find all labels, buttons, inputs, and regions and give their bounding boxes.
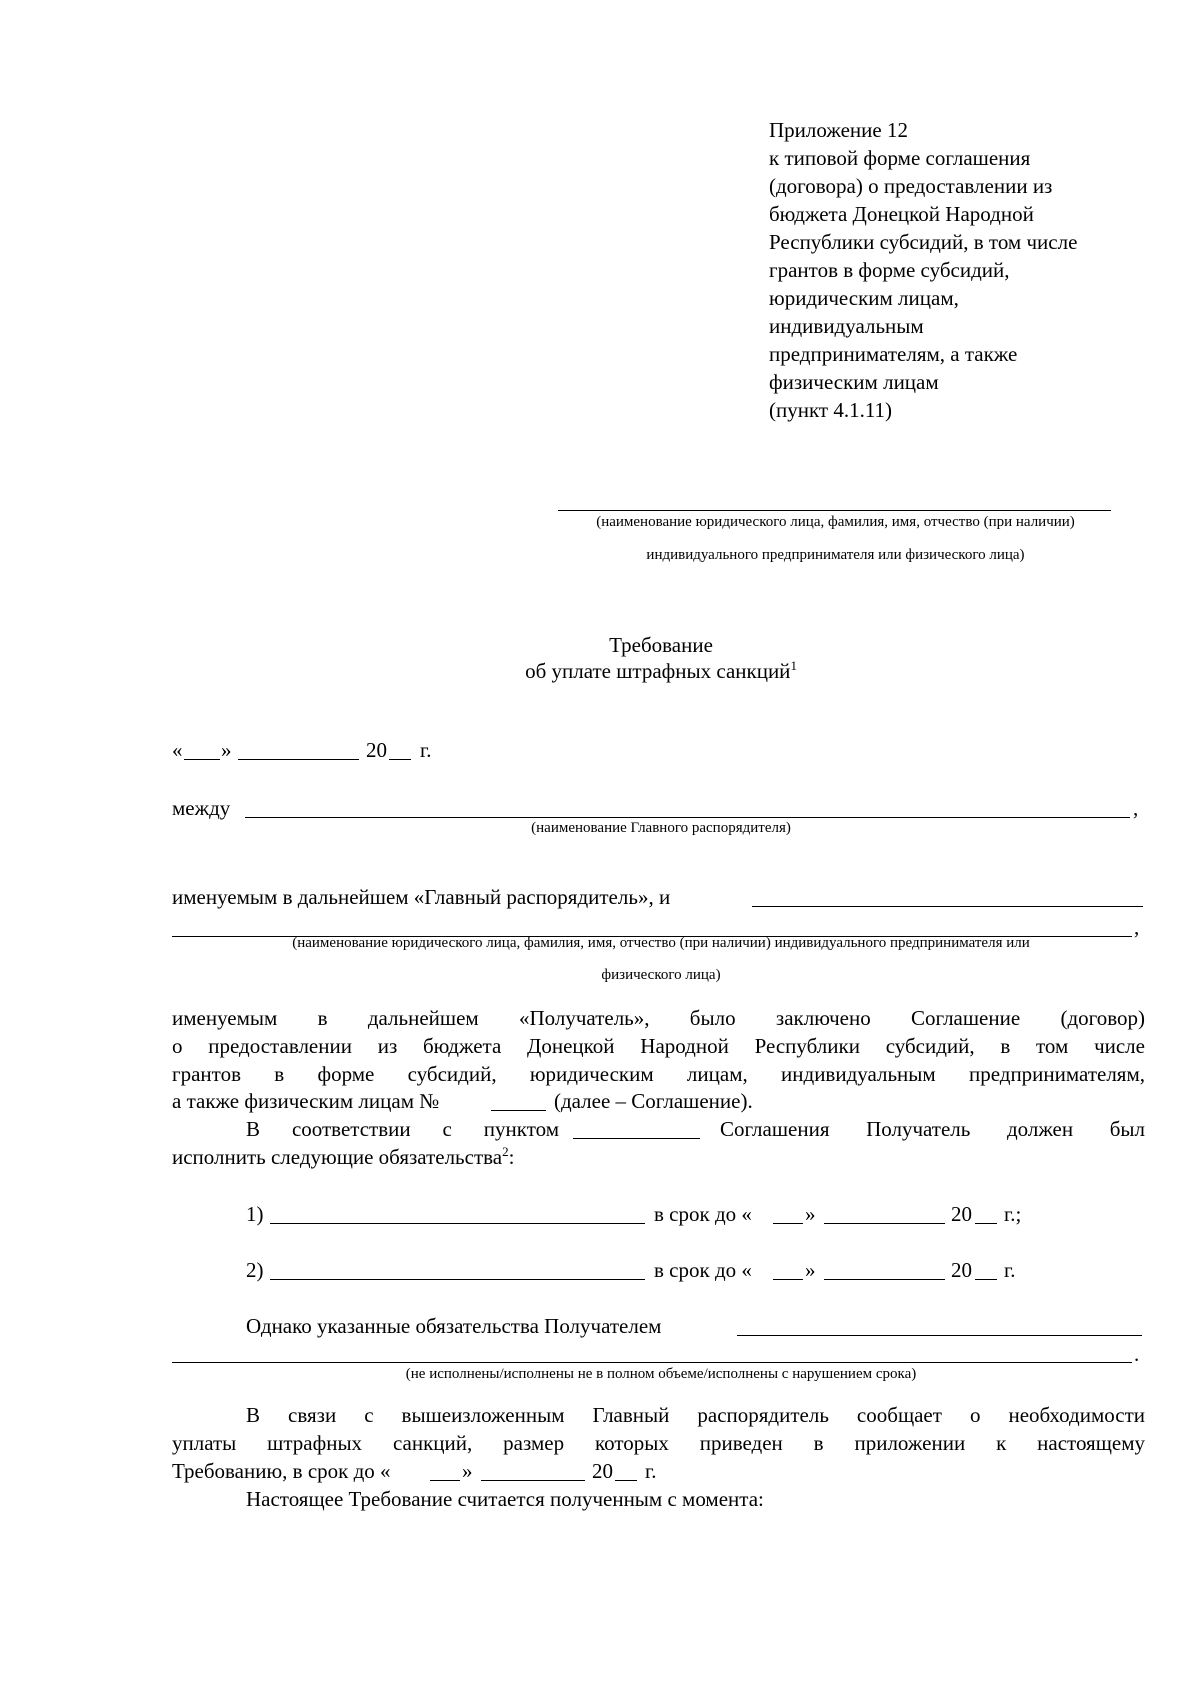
obligation-number: 2) <box>246 1258 264 1282</box>
obligation-year-prefix: 20 <box>951 1258 972 1282</box>
status-field-continued[interactable] <box>172 1362 1132 1363</box>
between-comma: , <box>1133 796 1139 820</box>
obligation-close-quote: » <box>805 1258 816 1282</box>
appendix-line: юридическим лицам, <box>769 286 959 310</box>
document-subtitle <box>0 657 1200 685</box>
paragraph3-last-prefix: Требованию, в срок до « <box>172 1459 391 1483</box>
paragraph1-line: о предоставлении из бюджета Донецкой Народной Республики субсидий, в том числе <box>172 1034 1145 1058</box>
obligation-term-label: в срок до « <box>654 1202 752 1226</box>
agreement-number-field[interactable] <box>491 1110 546 1111</box>
obligation-text-field[interactable] <box>270 1223 645 1224</box>
recipient-party-caption-line2: физического лица) <box>601 967 721 983</box>
paragraph2-part2: Соглашения Получатель должен был <box>720 1117 1145 1141</box>
date-suffix: г. <box>420 738 432 762</box>
obligation-year-field[interactable] <box>975 1223 997 1224</box>
payment-year-field[interactable] <box>615 1480 637 1481</box>
paragraph2-part1: В соответствии с пунктом <box>246 1117 559 1141</box>
date-open-quote: « <box>172 738 183 762</box>
paragraph2-line2-text: исполнить следующие обязательства <box>172 1145 503 1169</box>
document-title: Требование <box>609 633 713 657</box>
paragraph3-line: уплаты штрафных санкций, размер которых приведен в приложении к настоящему <box>172 1431 1145 1455</box>
obligation-end: г. <box>1004 1258 1016 1282</box>
obligation-term-label: в срок до « <box>654 1258 752 1282</box>
paragraph1-last-prefix: а также физическим лицам № <box>172 1089 440 1113</box>
appendix-block <box>769 116 1077 424</box>
obligation-text-field[interactable] <box>270 1279 645 1280</box>
appendix-line: Республики субсидий, в том числе <box>769 230 1078 254</box>
status-field[interactable] <box>737 1335 1142 1336</box>
paragraph2-line2 <box>172 1143 514 1171</box>
appendix-line: предпринимателям, а также <box>769 342 1018 366</box>
payment-month-field[interactable] <box>481 1480 585 1481</box>
obligation-year-field[interactable] <box>975 1279 997 1280</box>
document-subtitle-text: об уплате штрафных санкций <box>525 659 791 683</box>
date-year-prefix: 20 <box>366 738 387 762</box>
appendix-line: (договора) о предоставлении из <box>769 174 1053 198</box>
however-text: Однако указанные обязательства Получателем <box>246 1314 662 1338</box>
recipient-party-caption-line1: (наименование юридического лица, фамилия, имя, отчество (при наличии) индивидуального предпринимателя или <box>292 935 1030 951</box>
obligation-close-quote: » <box>805 1202 816 1226</box>
obligation-day-field[interactable] <box>773 1279 803 1280</box>
paragraph4-text: Настоящее Требование считается полученным с момента: <box>246 1487 764 1511</box>
payment-day-field[interactable] <box>430 1480 460 1481</box>
recipient-name-field[interactable] <box>558 510 1111 511</box>
between-label: между <box>172 796 231 820</box>
appendix-line: к типовой форме соглашения <box>769 146 1031 170</box>
paragraph1-line: грантов в форме субсидий, юридическим лицам, индивидуальным предпринимателям, <box>172 1062 1145 1086</box>
paragraph3-year-prefix: 20 <box>592 1459 613 1483</box>
date-day-field[interactable] <box>184 759 220 760</box>
however-period: . <box>1134 1342 1140 1366</box>
obligation-month-field[interactable] <box>824 1223 945 1224</box>
obligation-day-field[interactable] <box>773 1223 803 1224</box>
clause-number-field[interactable] <box>573 1138 700 1139</box>
named-as-text: именуемым в дальнейшем «Главный распорядитель», и <box>172 885 671 909</box>
footnote-ref-2: 2 <box>502 1144 509 1159</box>
recipient-caption-line2: индивидуального предпринимателя или физического лица) <box>646 547 1025 563</box>
appendix-line: грантов в форме субсидий, <box>769 258 1010 282</box>
appendix-line: (пункт 4.1.11) <box>769 398 893 422</box>
paragraph2-colon: : <box>508 1145 515 1169</box>
paragraph1-line: именуемым в дальнейшем «Получатель», было заключено Соглашение (договор) <box>172 1006 1145 1030</box>
obligation-end: г.; <box>1004 1202 1022 1226</box>
appendix-line: бюджета Донецкой Народной <box>769 202 1034 226</box>
appendix-line: физическим лицам <box>769 370 939 394</box>
paragraph3-line: В связи с вышеизложенным Главный распорядитель сообщает о необходимости <box>246 1403 1145 1427</box>
appendix-line: Приложение 12 <box>769 118 908 142</box>
date-year-field[interactable] <box>389 759 411 760</box>
named-as-comma: , <box>1134 915 1140 939</box>
date-month-field[interactable] <box>238 759 359 760</box>
paragraph1-last-suffix: (далее – Соглашение). <box>554 1089 753 1113</box>
paragraph3-end: г. <box>645 1459 657 1483</box>
obligation-number: 1) <box>246 1202 264 1226</box>
date-close-quote: » <box>221 738 232 762</box>
obligation-year-prefix: 20 <box>951 1202 972 1226</box>
footnote-ref-1: 1 <box>790 658 797 673</box>
status-caption: (не исполнены/исполнены не в полном объеме/исполнены с нарушением срока) <box>405 1366 917 1382</box>
appendix-line: индивидуальным <box>769 314 924 338</box>
recipient-caption-line1: (наименование юридического лица, фамилия, имя, отчество (при наличии) <box>596 514 1075 530</box>
recipient-party-field[interactable] <box>752 906 1143 907</box>
obligation-month-field[interactable] <box>824 1279 945 1280</box>
paragraph3-close-quote: » <box>462 1459 473 1483</box>
main-distributor-caption: (наименование Главного распорядителя) <box>531 820 791 836</box>
